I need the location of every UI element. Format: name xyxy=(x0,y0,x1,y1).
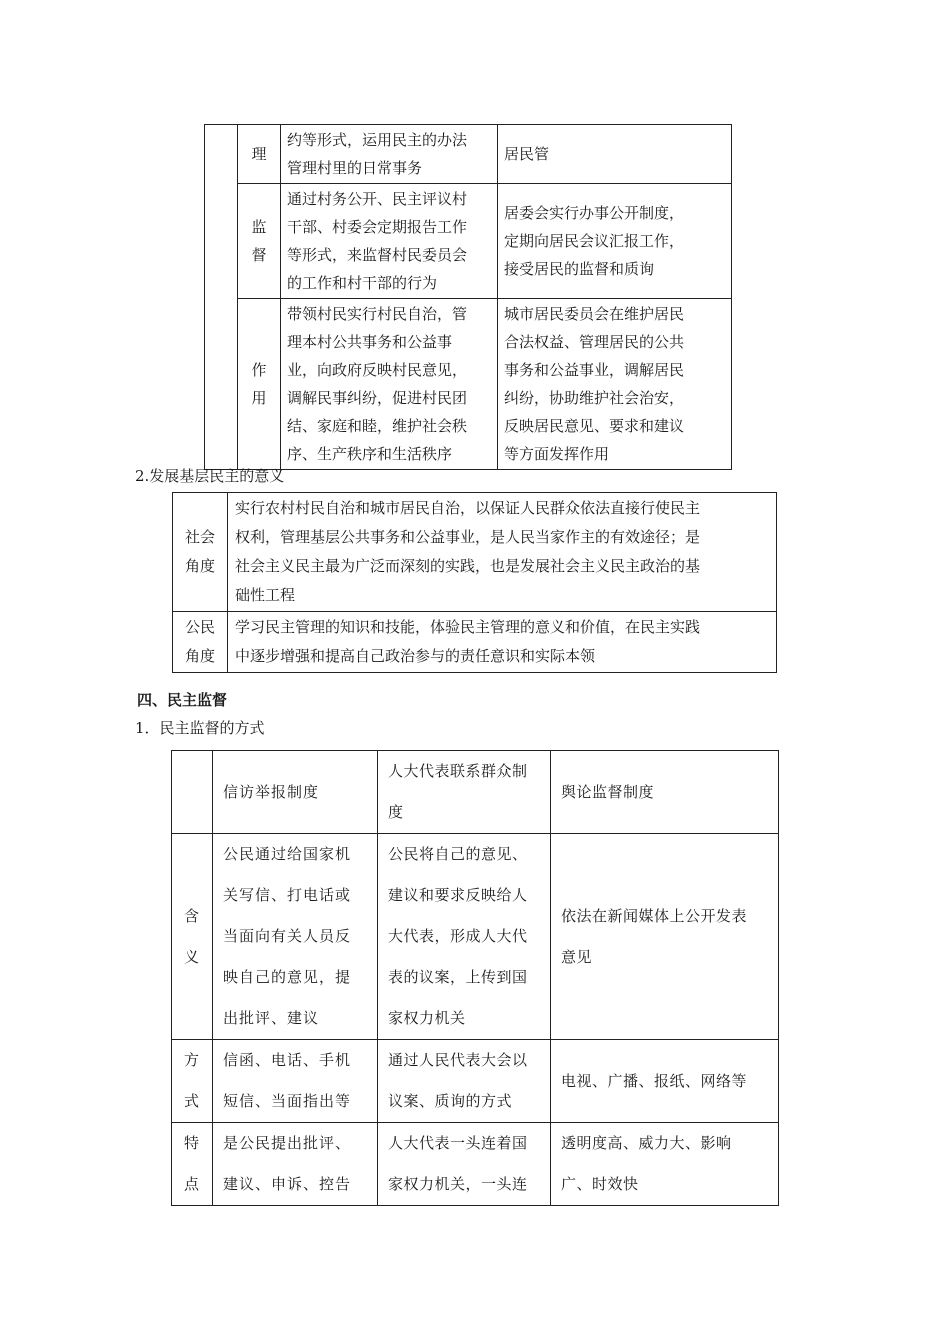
header-text: 信访举报制度 xyxy=(223,782,320,801)
merged-blank-cell xyxy=(205,125,238,470)
row-label-cell xyxy=(238,184,281,299)
city-text: 城市居民委员会在维护居民 合法权益、管理居民的公共 事务和公益事业，调解居民 纠纷，协助维护社会治安， 反映居民意见、要求和建议 等方面发挥作用 xyxy=(504,305,685,463)
row-label-cell xyxy=(172,834,213,1040)
media-cell xyxy=(551,834,779,1040)
table-row xyxy=(205,184,732,299)
header-text: 人大代表联系群众制 度 xyxy=(388,762,528,821)
row-label-cell xyxy=(238,299,281,470)
petition-text: 信函、电话、手机 短信、当面指出等 xyxy=(223,1051,352,1110)
row-label-cell xyxy=(173,493,228,612)
header-text: 舆论监督制度 xyxy=(561,782,655,801)
npc-text: 公民将自己的意见、 建议和要求反映给人 大代表，形成人大代 表的议案，上传到国 家权力机关 xyxy=(388,845,528,1027)
city-text: 居民管 xyxy=(504,145,550,163)
media-text: 电视、广播、报纸、网络等 xyxy=(561,1071,748,1090)
npc-cell xyxy=(378,834,551,1040)
petition-text: 公民通过给国家机 关写信、打电话或 当面向有关人员反 映自己的意见，提 出批评、建议 xyxy=(223,845,352,1027)
header-cell xyxy=(213,751,378,834)
row-label-cell xyxy=(173,612,228,673)
city-cell xyxy=(498,299,732,470)
significance-heading: 2.发展基层民主的意义 xyxy=(135,467,285,485)
methods-heading: 1．民主监督的方式 xyxy=(135,719,265,737)
supervision-methods-table xyxy=(171,750,779,1206)
media-cell xyxy=(551,1123,779,1206)
npc-text: 人大代表一头连着国 家权力机关，一头连 xyxy=(388,1134,528,1193)
village-text: 通过村务公开、民主评议村 干部、村委会定期报告工作 等形式，来监督村民委员会 的工作和村干部的行为 xyxy=(287,190,468,292)
table-row xyxy=(172,834,779,1040)
section-title: 四、民主监督 xyxy=(137,691,228,709)
village-text: 约等形式，运用民主的办法 管理村里的日常事务 xyxy=(287,131,468,177)
content-cell xyxy=(228,493,777,612)
city-cell xyxy=(498,125,732,184)
row-label-cell xyxy=(238,125,281,184)
table-row xyxy=(205,125,732,184)
petition-text: 是公民提出批评、 建议、申诉、控告 xyxy=(223,1134,352,1193)
npc-cell xyxy=(378,1040,551,1123)
row-label: 理 xyxy=(251,145,267,163)
table-row xyxy=(172,1123,779,1206)
row-label: 特 点 xyxy=(183,1134,200,1193)
table-header-row xyxy=(172,751,779,834)
village-cell xyxy=(281,184,498,299)
village-cell xyxy=(281,299,498,470)
city-text: 居委会实行办事公开制度， 定期向居民会议汇报工作， 接受居民的监督和质询 xyxy=(504,204,685,278)
row-label: 方 式 xyxy=(183,1051,200,1110)
row-label: 作 用 xyxy=(251,361,267,407)
header-cell xyxy=(551,751,779,834)
media-cell xyxy=(551,1040,779,1123)
content-cell xyxy=(228,612,777,673)
petition-cell xyxy=(213,1123,378,1206)
row-label: 监 督 xyxy=(251,218,267,264)
table-row xyxy=(173,493,777,612)
row-label: 含 义 xyxy=(183,906,200,966)
content-text: 实行农村村民自治和城市居民自治，以保证人民群众依法直接行使民主 权利，管理基层公共事务和公益事业，是人民当家作主的有效途径；是 社会主义民主最为广泛而深刻的实践，也是发展社会主义民主政治的基 础性工程 xyxy=(235,499,701,604)
row-label-cell xyxy=(172,1040,213,1123)
npc-cell xyxy=(378,1123,551,1206)
village-city-comparison-table xyxy=(204,124,732,470)
significance-table xyxy=(172,492,777,673)
header-cell-blank xyxy=(172,751,213,834)
petition-cell xyxy=(213,834,378,1040)
row-label: 社会 角度 xyxy=(184,528,215,575)
table-row xyxy=(173,612,777,673)
row-label: 公民 角度 xyxy=(184,618,215,665)
village-cell xyxy=(281,125,498,184)
header-cell xyxy=(378,751,551,834)
content-text: 学习民主管理的知识和技能，体验民主管理的意义和价值，在民主实践 中逐步增强和提高自己政治参与的责任意识和实际本领 xyxy=(235,618,701,665)
table-row xyxy=(172,1040,779,1123)
table-row xyxy=(205,299,732,470)
media-text: 依法在新闻媒体上公开发表 意见 xyxy=(561,906,748,966)
village-text: 带领村民实行村民自治，管 理本村公共事务和公益事 业，向政府反映村民意见， 调解民事纠纷，促进村民团 结、家庭和睦，维护社会秩 序、生产秩序和生活秩序 xyxy=(287,305,468,463)
npc-text: 通过人民代表大会以 议案、质询的方式 xyxy=(388,1051,528,1110)
city-cell xyxy=(498,184,732,299)
row-label-cell xyxy=(172,1123,213,1206)
media-text: 透明度高、威力大、影响 广、时效快 xyxy=(561,1134,732,1193)
petition-cell xyxy=(213,1040,378,1123)
